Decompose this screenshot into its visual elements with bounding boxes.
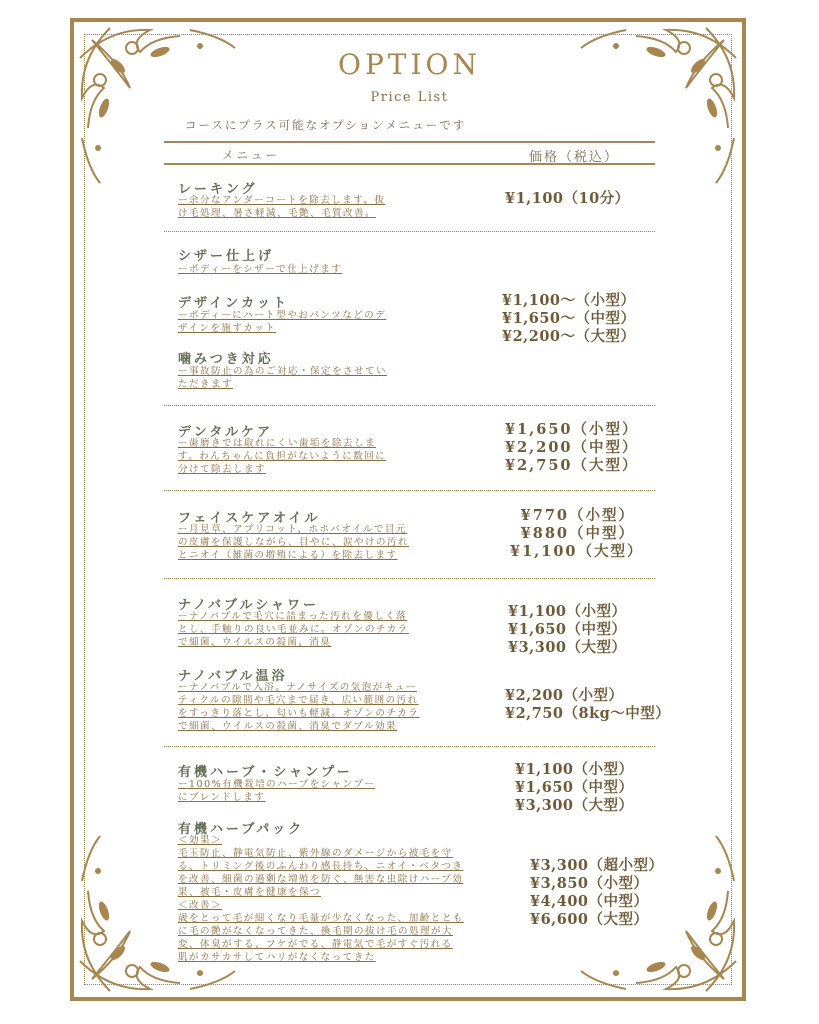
item-desc-scissor: ーボディーをシザーで仕上げます — [178, 264, 343, 275]
item-name-nano-bubble-bath: ナノバブル温浴 — [178, 669, 288, 684]
price-column-header: 価格（税込） — [529, 150, 620, 165]
item-desc-face-care-oil: ー月見草、アプリコット、ホホバオイルで目元 の皮膚を保護しながら、目やに、涙やけの汚れ とニオイ（雑菌の増殖による）を除去します — [178, 524, 410, 561]
section-divider — [164, 405, 655, 406]
item-desc-bite-handling: ー事故防止の為のご対応・保定をさせてい ただきます — [178, 366, 388, 390]
item-name-dental-care: デンタルケア — [178, 425, 273, 440]
price-cut-group: ¥1,100〜（小型） ¥1,650〜（中型） ¥2,200〜（大型） — [502, 292, 636, 345]
item-desc-raking: ー余分なアンダーコートを除去します。抜 け毛処理、暑さ軽減、毛艶、毛質改善。 — [178, 195, 386, 219]
section-divider — [164, 490, 655, 491]
item-desc-organic-herb-pack: ＜効果＞ 毛玉防止、静電気防止、紫外線のダメージから被毛を守 る、トリミング後のふんわり感長持ち、ニオイ・ベタつき を改善、細菌の過剰な増殖を防ぐ、無害な虫除けハーブ効 果、被毛・皮膚を健康を保つ ＜改善＞ 歳をとって毛が細くなり毛量が少なくなった、加齢ととも に毛の艶がなくなってきた、換毛期の抜け毛の処理が大 変、体臭がする、フケがでる、静電気で毛がすぐ汚れる 肌がカサカサしてハリがなくなってきた — [178, 835, 464, 963]
item-desc-dental-care: ー歯磨きでは取れにくい歯垢を除去しま す。わんちゃんに負担がないように数回に 分けて除去します — [178, 438, 387, 475]
table-header — [164, 141, 655, 165]
item-desc-nano-bubble-bath: ーナノバブルで入浴。ナノサイズの気泡がキュー ティクルの隙間や毛穴まで届き、広い範囲の汚れ をすっきり落とし、匂いも軽減。オゾンのチカラ で細菌、ウイルスの殺菌、消臭でダブル効果 — [178, 682, 420, 732]
price-face-care-oil: ¥770（小型） ¥880（中型） ¥1,100（大型） — [510, 507, 644, 560]
section-divider — [164, 746, 655, 747]
item-desc-design-cut: ーボディーにハート型やおパンツなどのデ ザインを施すカット — [178, 310, 387, 334]
item-desc-organic-herb-shampoo: ー100%有機栽培のハーブをシャンプー にブレンドします — [178, 779, 376, 803]
intro-text: コースにプラス可能なオプションメニューです — [185, 118, 467, 132]
ornament-top-right-icon — [566, 18, 746, 198]
price-dental-care: ¥1,650（小型） ¥2,200（中型） ¥2,750（大型） — [505, 421, 639, 474]
price-organic-herb-shampoo: ¥1,100（小型） ¥1,650（中型） ¥3,300（大型） — [515, 761, 634, 814]
page-title: OPTION — [338, 48, 481, 81]
item-name-face-care-oil: フェイスケアオイル — [178, 511, 321, 526]
item-name-organic-herb-shampoo: 有機ハーブ・シャンプー — [178, 765, 353, 780]
price-organic-herb-pack: ¥3,300（超小型） ¥3,850（小型） ¥4,400（中型） ¥6,600（大型） — [530, 857, 664, 928]
price-nano-bubble-bath: ¥2,200（小型） ¥2,750（8kg〜中型） — [505, 687, 671, 722]
item-name-design-cut: デザインカット — [178, 296, 289, 311]
item-desc-nano-bubble-shower: ーナノバブルで毛穴に詰まった汚れを優しく落 とし、手触りの良い毛並みに。オゾンのチカラ で細菌、ウイルスの殺菌、消臭 — [178, 611, 409, 648]
item-name-raking: レーキング — [178, 182, 258, 197]
item-name-bite-handling: 噛みつき対応 — [178, 352, 274, 367]
price-nano-bubble-shower: ¥1,100（小型） ¥1,650（中型） ¥3,300（大型） — [508, 603, 627, 656]
item-name-scissor: シザー仕上げ — [178, 249, 275, 264]
menu-column-header: メニュー — [222, 148, 280, 162]
item-name-nano-bubble-shower: ナノバブルシャワー — [178, 598, 319, 613]
ornament-top-left-icon — [70, 18, 250, 198]
section-divider — [164, 578, 655, 579]
item-name-organic-herb-pack: 有機ハーブパック — [178, 822, 305, 837]
price-raking: ¥1,100（10分） — [505, 190, 630, 207]
section-divider — [164, 231, 655, 232]
page-subtitle: Price List — [370, 90, 449, 105]
